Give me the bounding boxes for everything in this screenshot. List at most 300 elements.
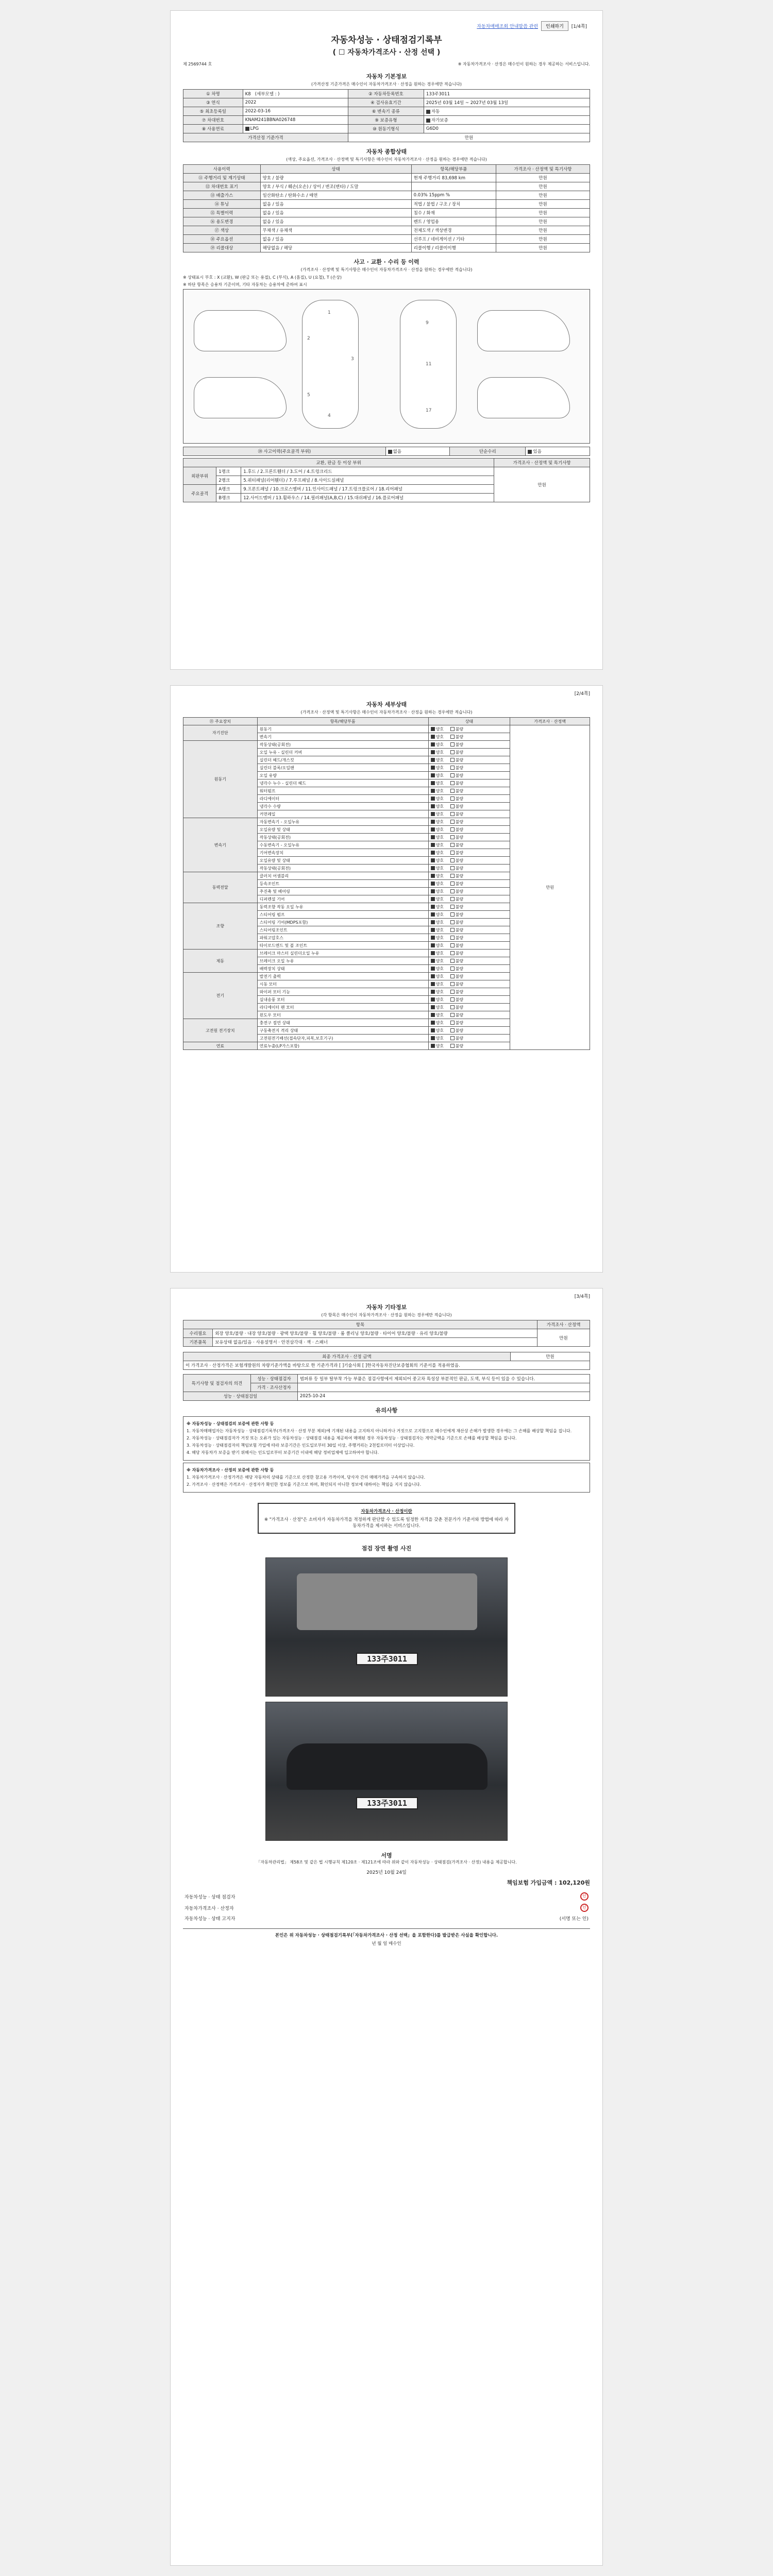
state-bad: 불량: [455, 974, 464, 979]
diagram-num: 5: [307, 393, 310, 398]
notice-text: ※ "가격조사 · 산정"은 소비자가 자동차가격을 적정하게 판단할 수 있도록 일정한 자격을 갖춘 전문가가 기준서와 방법에 따라 자동차가격을 제시하는 서비스입니다.: [264, 1517, 509, 1529]
state-bad: 불량: [455, 765, 464, 770]
detail-state: [428, 1019, 510, 1027]
state-bad: 불량: [455, 997, 464, 1002]
detail-item: 라디에이터: [257, 795, 428, 803]
state-good: 양호: [435, 873, 444, 878]
signer-name: [429, 1913, 443, 1923]
fuel-label: ⑧ 사용연료: [183, 125, 243, 133]
note-item: 2. 가격조사 · 산정액은 가격조사 · 산정자가 확인한 정보를 기준으로 하며, 확인되지 아니한 정보에 대하여는 책임을 지지 않습니다.: [187, 1482, 422, 1487]
final-price-table: [183, 1352, 590, 1370]
status-cell-cost: 만원: [496, 226, 590, 235]
special-b-label: 가격 · 조사산정자: [250, 1383, 297, 1392]
detail-group: 고전원 전기장치: [183, 1019, 258, 1042]
state-good: 양호: [435, 827, 444, 832]
state-good: 양호: [435, 951, 444, 956]
checkbox-checked-icon: [431, 766, 435, 770]
checkbox-empty-icon: [450, 735, 455, 739]
special-a-label: 성능 · 상태점검자: [250, 1375, 297, 1383]
status-cell-state: 일산화탄소 / 탄화수소 / 매연: [260, 191, 411, 200]
reg-no: 133주3011: [424, 90, 590, 98]
state-bad: 불량: [455, 904, 464, 909]
detail-item: 윈도우 모터: [257, 1011, 428, 1019]
state-bad: 불량: [455, 1005, 464, 1010]
state-bad: 불량: [455, 1020, 464, 1025]
state-bad: 불량: [455, 804, 464, 809]
state-good: 양호: [435, 858, 444, 863]
checkbox-empty-icon: [450, 943, 455, 947]
status-cell-cost: 만원: [496, 182, 590, 191]
doc-number: 제 2569744 호: [183, 62, 212, 66]
detail-state: [428, 772, 510, 779]
status-cell-item: 침수 / 화재: [411, 209, 496, 217]
state-bad: 불량: [455, 796, 464, 801]
car-name-label: ① 차명: [183, 90, 243, 98]
status-cell-name: ⑫ 차대번호 표기: [183, 182, 261, 191]
checkbox-checked-icon: [431, 851, 435, 855]
detail-cost: 만원: [510, 725, 590, 1050]
status-cell-name: ⑰ 색상: [183, 226, 261, 235]
detail-state: [428, 756, 510, 764]
checkbox-checked-icon: [431, 1028, 435, 1032]
status-cell-cost: 만원: [496, 209, 590, 217]
status-cell-cost: 만원: [496, 191, 590, 200]
state-good: 양호: [435, 835, 444, 840]
checkbox-checked-icon: [431, 858, 435, 862]
checkbox-empty-icon: [450, 866, 455, 870]
detail-group: 제동: [183, 950, 258, 973]
state-good: 양호: [435, 842, 444, 848]
state-good: 양호: [435, 757, 444, 762]
car-side-right-shape: [477, 310, 570, 351]
detail-head-cost: 가격조사 · 산정액: [510, 718, 590, 725]
detail-item: 작동상태(공회전): [257, 741, 428, 749]
accident-hist-label: ⑳ 사고이력(주요골격 부위): [183, 447, 386, 456]
page-3: [170, 1288, 603, 2566]
detail-state: [428, 749, 510, 756]
detail-head-state: 상태: [428, 718, 510, 725]
checkbox-checked-icon: [431, 967, 435, 971]
detail-item: 스티어링조인트: [257, 926, 428, 934]
state-good: 양호: [435, 750, 444, 755]
sign-date: 2025년 10월 24일: [366, 1870, 407, 1875]
detail-item: 스티어링 펌프: [257, 911, 428, 919]
diagram-num: 4: [328, 413, 331, 418]
detail-item: 라디에이터 팬 모터: [257, 1004, 428, 1011]
status-cell-state: 없음 / 있음: [260, 235, 411, 244]
state-bad: 불량: [455, 858, 464, 863]
status-cell-item: 선루프 / 네비게이션 / 기타: [411, 235, 496, 244]
detail-item: 동력조향 작동 오일 누유: [257, 903, 428, 911]
trans-label: ⑥ 변속기 종류: [348, 107, 424, 116]
checkbox-checked-icon: [431, 812, 435, 816]
check-date: 2025-10-24: [297, 1392, 590, 1401]
checkbox-checked-icon: [431, 951, 435, 955]
detail-item: 작동상태(공회전): [257, 865, 428, 872]
detail-state: [428, 957, 510, 965]
price: 만원: [348, 133, 590, 142]
checkbox-checked-icon: [431, 920, 435, 924]
state-bad: 불량: [455, 819, 464, 824]
status-cell-name: ⑪ 주행거리 및 계기상태: [183, 174, 261, 182]
signer-role: 자동차성능 · 상태 점검자: [184, 1894, 236, 1900]
checkbox-checked-icon: [431, 889, 435, 893]
checkbox-checked-icon: [431, 750, 435, 754]
checkbox-checked-icon: [431, 735, 435, 739]
exchange-table: [183, 458, 590, 502]
exchange-cost-head: 가격조사 · 산정액 및 특기사항: [494, 459, 590, 467]
state-good: 양호: [435, 912, 444, 917]
checkbox-empty-icon: [450, 897, 455, 901]
page-2: [170, 685, 603, 1273]
detail-item: 기어변속장치: [257, 849, 428, 857]
accident-section-sub: (가격조사 · 산정액 및 특기사항은 매수인이 자동차가격조사 · 산정을 원하는 경우에만 적습니다): [300, 267, 473, 272]
checkbox-checked-icon: [431, 882, 435, 886]
checkbox-empty-icon: [450, 905, 455, 909]
first-reg: 2022-03-16: [243, 107, 348, 116]
note-item: 1. 자동차가격조사 · 산정가격은 해당 자동차의 상태를 기준으로 산정한 참고용 가격이며, 당사자 간의 매매가격을 구속하지 않습니다.: [187, 1475, 425, 1480]
rank1-items: 1.후드 / 2.프론트휀더 / 3.도어 / 4.트렁크리드: [241, 467, 494, 476]
state-bad: 불량: [455, 788, 464, 793]
detail-item: 충전구 절연 상태: [257, 1019, 428, 1027]
status-cell-name: ⑮ 특별이력: [183, 209, 261, 217]
state-good: 양호: [435, 850, 444, 855]
detail-state: [428, 1004, 510, 1011]
checkbox-empty-icon: [450, 928, 455, 932]
state-good: 양호: [435, 943, 444, 948]
detail-group: 연료: [183, 1042, 258, 1050]
state-good: 양호: [435, 881, 444, 886]
state-bad: 불량: [455, 966, 464, 971]
detail-state: [428, 926, 510, 934]
detail-group: 전기: [183, 973, 258, 1019]
checkbox-checked-icon: [431, 936, 435, 940]
state-good: 양호: [435, 1020, 444, 1025]
checkbox-checked-icon: [431, 897, 435, 901]
checkbox-checked-icon: [431, 959, 435, 963]
signer-name: [429, 1902, 443, 1913]
checkbox-checked-icon: [431, 843, 435, 847]
detail-item: 타이로드엔드 및 볼 조인트: [257, 942, 428, 950]
checkbox-checked-icon: [431, 781, 435, 785]
detail-head-item: 항목/해당부품: [257, 718, 428, 725]
state-good: 양호: [435, 804, 444, 809]
detail-state: [428, 725, 510, 733]
special-a: 범퍼류 등 일부 탈부착 가능 부품은 점검사항에서 제외되어 중고차 특성상 부분적인 판금, 도색, 부식 등이 있을 수 있습니다.: [297, 1375, 590, 1383]
checkbox-checked-icon: [431, 827, 435, 832]
print-button[interactable]: 인쇄하기: [541, 21, 568, 31]
checkbox-checked-icon: [431, 1005, 435, 1009]
warranty-label: ⑨ 보증유형: [348, 116, 424, 125]
year-label: ③ 연식: [183, 98, 243, 107]
checkbox-checked-icon: [431, 796, 435, 801]
state-bad: 불량: [455, 981, 464, 987]
status-section-title: 자동차 종합상태: [366, 148, 407, 155]
note-item: 2. 자동차성능 · 상태점검자가 거짓 또는 오류가 있는 자동차성능 · 상태점검 내용을 제공하여 매매된 경우 자동차성능 · 상태점검자는 계약금액을 기준으로 손해를 배상할 책임을 집니다.: [187, 1436, 517, 1440]
note-item: 4. 해당 자동차가 보증을 받기 위해서는 인도일로부터 보증기간 이내에 해당 정비업체에 입고하여야 합니다.: [187, 1450, 379, 1455]
footer-text: 본인은 위 자동차성능 · 상태점검기록부(「자동차가격조사 · 산정 선택」을 포함한다)를 발급받은 사실을 확인합니다.: [183, 1928, 590, 1938]
checkbox-checked-icon: [431, 820, 435, 824]
accident-section-title: 사고 · 교환 · 수리 등 이력: [354, 259, 419, 265]
state-good: 양호: [435, 927, 444, 933]
status-cell-state: 없음 / 있음: [260, 200, 411, 209]
detail-item: 고전원전기배선(접속단자,피복,보호기구): [257, 1035, 428, 1042]
etc-basic-items: 보유상태 없음/있음 · 사용설명서 · 안전삼각대 · 잭 · 스패너: [213, 1338, 537, 1347]
checkbox-empty-icon: [450, 951, 455, 955]
state-bad: 불량: [455, 896, 464, 902]
status-cell-item: 0.03% 15ppm %: [411, 191, 496, 200]
detail-head-device: ㉑ 주요장치: [183, 718, 258, 725]
exchange-cost: 만원: [494, 467, 590, 502]
checkbox-checked-icon: [431, 905, 435, 909]
checkbox-empty-icon: [450, 920, 455, 924]
detail-state: [428, 880, 510, 888]
simple-repair-label: 단순수리: [450, 447, 526, 456]
etc-item-head: 항목: [183, 1320, 537, 1329]
insurance-total: 책임보험 가입금액 : 102,120원: [507, 1879, 590, 1886]
detail-item: 시동 모터: [257, 980, 428, 988]
doc-title: 자동차성능 · 상태점검기록부: [331, 35, 442, 45]
detail-group: 자기진단: [183, 725, 258, 741]
state-bad: 불량: [455, 1012, 464, 1018]
detail-state: [428, 903, 510, 911]
stamp-icon: 인: [580, 1904, 589, 1912]
checkbox-empty-icon: [450, 882, 455, 886]
footer-date: 년 월 일 매수인: [372, 1941, 401, 1946]
state-bad: 불량: [455, 927, 464, 933]
license-plate: 133주3011: [356, 1797, 418, 1809]
diagram-num: 3: [351, 357, 354, 362]
final-title: 최종 가격조사 · 산정 금액: [183, 1352, 511, 1361]
vin: KNAM241BBNA026748: [243, 116, 348, 125]
detail-state: [428, 895, 510, 903]
receipt-label: (서명 또는 인): [559, 1917, 589, 1922]
status-cell-cost: 만원: [496, 174, 590, 182]
detail-item: 배력장치 상태: [257, 965, 428, 973]
state-bad: 불량: [455, 827, 464, 832]
detail-state: [428, 1011, 510, 1019]
checkbox-checked-icon: [431, 1013, 435, 1017]
checkbox-empty-icon: [450, 851, 455, 855]
status-cell-cost: 만원: [496, 217, 590, 226]
detail-state: [428, 841, 510, 849]
doc-subtitle: ( ☐ 자동차가격조사 · 산정 선택 ): [332, 48, 441, 57]
checkbox-checked-icon: [431, 789, 435, 793]
detail-state: [428, 741, 510, 749]
status-row: [183, 200, 590, 209]
state-bad: 불량: [455, 781, 464, 786]
checkbox-checked-icon: [431, 943, 435, 947]
state-bad: 불량: [455, 1043, 464, 1048]
detail-item: 파워고압호스: [257, 934, 428, 942]
checkbox-empty-icon: [450, 766, 455, 770]
photo-title: 점검 장면 촬영 사진: [361, 1545, 412, 1552]
checkbox-empty-icon: [450, 1005, 455, 1009]
state-good: 양호: [435, 904, 444, 909]
state-bad: 불량: [455, 889, 464, 894]
page-1: [170, 10, 603, 670]
checkbox-checked-icon: [431, 997, 435, 1002]
state-bad: 불량: [455, 757, 464, 762]
detail-item: 실린더 블록/오일팬: [257, 764, 428, 772]
frame-b-items: 12.사이드멤버 / 13.휠하우스 / 14.필러패널(A,B,C) / 15.대쉬패널 / 16.플로어패널: [241, 494, 494, 502]
status-cell-name: ⑭ 튜닝: [183, 200, 261, 209]
checkbox-empty-icon: [450, 827, 455, 832]
checkbox-checked-icon: [431, 835, 435, 839]
detail-state: [428, 950, 510, 957]
detail-item: 오일 유량: [257, 772, 428, 779]
detail-item: 오일유량 및 상태: [257, 826, 428, 834]
state-good: 양호: [435, 1028, 444, 1033]
state-good: 양호: [435, 920, 444, 925]
status-row: [183, 174, 590, 182]
engine: G6D0: [424, 125, 590, 133]
state-bad: 불량: [455, 881, 464, 886]
status-head-history: 사용이력: [183, 165, 261, 174]
detail-state: [428, 988, 510, 996]
checkbox-empty-icon: [450, 789, 455, 793]
state-bad: 불량: [455, 734, 464, 739]
frame-a: A랭크: [216, 485, 241, 494]
state-good: 양호: [435, 1012, 444, 1018]
checkbox-empty-icon: [450, 843, 455, 847]
state-bad: 불량: [455, 811, 464, 817]
detail-item: 스티어링 기어(MDPS포함): [257, 919, 428, 926]
checkbox-empty-icon: [450, 727, 455, 731]
detail-item: 원동기: [257, 725, 428, 733]
checkbox-empty-icon: [450, 990, 455, 994]
detail-state: [428, 826, 510, 834]
detail-item: 커먼레일: [257, 810, 428, 818]
state-bad: 불량: [455, 951, 464, 956]
status-cell-item: 렌트 / 영업용: [411, 217, 496, 226]
state-good: 양호: [435, 896, 444, 902]
state-good: 양호: [435, 819, 444, 824]
detail-item: 추진축 및 베어링: [257, 888, 428, 895]
car-side-rear-shape: [194, 377, 287, 418]
detail-state: [428, 849, 510, 857]
checkbox-empty-icon: [450, 820, 455, 824]
signer-name: [429, 1891, 443, 1902]
detail-state: [428, 1042, 510, 1050]
checkbox-empty-icon: [450, 773, 455, 777]
etc-section-sub: (각 항목은 매수인이 자동차가격조사 · 산정을 원하는 경우에만 적습니다): [321, 1313, 452, 1317]
status-cell-item: 현재 주행거리 83,698 km: [411, 174, 496, 182]
rank2: 2랭크: [216, 476, 241, 485]
state-good: 양호: [435, 726, 444, 732]
status-row: [183, 244, 590, 252]
state-bad: 불량: [455, 1036, 464, 1041]
state-bad: 불량: [455, 1028, 464, 1033]
car-name: K8 (세부모델 : ): [243, 90, 348, 98]
sign-text: 「자동차관리법」 제58조 및 같은 법 시행규칙 제120조 · 제121조에 따라 위와 같이 자동차성능 · 상태점검(가격조사 · 산정) 내용을 제공합니다.: [256, 1860, 517, 1865]
period: 2025년 03월 14일 ~ 2027년 03월 13일: [424, 98, 590, 107]
detail-state: [428, 911, 510, 919]
checkbox-empty-icon: [450, 1021, 455, 1025]
detail-item: 냉각수 수량: [257, 803, 428, 810]
detail-state: [428, 1035, 510, 1042]
state-bad: 불량: [455, 850, 464, 855]
exchange-head: 교환, 판금 등 이상 부위: [183, 459, 494, 467]
detail-state: [428, 965, 510, 973]
car-top-outer-shape: [302, 300, 359, 429]
state-good: 양호: [435, 974, 444, 979]
check-date-label: 성능 · 상태점검일: [183, 1392, 298, 1401]
page-count: [1/4쪽]: [571, 24, 587, 29]
accident-hist: 없음: [385, 447, 450, 456]
checkbox-checked-icon: [431, 990, 435, 994]
detail-item: 자동변속기 - 오일누유: [257, 818, 428, 826]
notice-box: [258, 1503, 515, 1534]
detail-state: [428, 810, 510, 818]
checkbox-empty-icon: [450, 912, 455, 917]
state-bad: 불량: [455, 912, 464, 917]
status-section-sub: (색상, 주요옵션, 가격조사 · 산정액 및 특기사항은 매수인이 자동차가격조사 · 산정을 원하는 경우에만 적습니다): [286, 157, 487, 162]
checkbox-checked-icon: [431, 912, 435, 917]
checkbox-checked-icon: [431, 758, 435, 762]
stamp-icon: 인: [580, 1892, 589, 1901]
checkbox-empty-icon: [450, 967, 455, 971]
detail-item: 연료누출(LP가스포함): [257, 1042, 428, 1050]
detail-item: 와이퍼 모터 기능: [257, 988, 428, 996]
state-good: 양호: [435, 981, 444, 987]
detail-item: 구동축전지 격리 상태: [257, 1027, 428, 1035]
detail-item: 발전기 출력: [257, 973, 428, 980]
detail-item: 워터펌프: [257, 787, 428, 795]
status-cell-cost: 만원: [496, 200, 590, 209]
detail-item: 등속조인트: [257, 880, 428, 888]
final-note: 이 가격조사 · 산정가격은 보험개발원의 차량기준가액을 바탕으로 한 기준가격과 [ ]기술사회 [ ]한국자동차진단보증협회의 기준서를 적용하였음.: [183, 1361, 590, 1370]
page-count: [3/4쪽]: [574, 1294, 590, 1299]
status-cell-item: 전체도색 / 색상변경: [411, 226, 496, 235]
status-head-cost: 가격조사 · 산정액 및 특기사항: [496, 165, 590, 174]
detail-item: 변속기: [257, 733, 428, 741]
status-cell-item: [411, 182, 496, 191]
etc-group-basic: 기본품목: [183, 1338, 213, 1347]
detail-state: [428, 980, 510, 988]
top-links: [477, 21, 587, 31]
rank1: 1랭크: [216, 467, 241, 476]
first-reg-label: ⑤ 최초등록일: [183, 107, 243, 116]
checkbox-empty-icon: [450, 1036, 455, 1040]
detail-state: [428, 1027, 510, 1035]
state-bad: 불량: [455, 726, 464, 732]
guide-link[interactable]: 자동차매매조회 안내말씀 관련: [477, 24, 539, 29]
hood-shape: [297, 1573, 477, 1630]
license-plate: 133주3011: [356, 1653, 418, 1665]
status-cell-state: 무채색 / 유채색: [260, 226, 411, 235]
special-b: [297, 1383, 590, 1392]
photo-front-open-hood: [265, 1557, 508, 1697]
checkbox-checked-icon: [431, 1036, 435, 1040]
state-good: 양호: [435, 788, 444, 793]
state-bad: 불량: [455, 773, 464, 778]
final-unit: 만원: [510, 1352, 590, 1361]
warranty: 자가보증: [424, 116, 590, 125]
status-cell-name: ⑯ 용도변경: [183, 217, 261, 226]
reg-no-label: ② 자동차등록번호: [348, 90, 424, 98]
status-cell-cost: 만원: [496, 235, 590, 244]
detail-item: 오일유량 및 상태: [257, 857, 428, 865]
checkbox-empty-icon: [450, 781, 455, 785]
engine-label: ⑩ 원동기형식: [348, 125, 424, 133]
status-cell-state: 없음 / 있음: [260, 209, 411, 217]
notice-title: 자동차가격조사 · 산정이란: [361, 1509, 412, 1514]
status-cell-state: 양호 / 불량: [260, 174, 411, 182]
checkbox-empty-icon: [450, 936, 455, 940]
note-item: 1. 자동차매매업자는 자동차성능 · 상태점검기록부(가격조사 · 산정 부분 제외)에 기재된 내용을 고지하지 아니하거나 거짓으로 고지함으로 매수인에게 재산상 손해가 발생한 경우에는 그 손해를 배상할 책임을 집니다.: [187, 1429, 572, 1433]
checkbox-checked-icon: [431, 866, 435, 870]
